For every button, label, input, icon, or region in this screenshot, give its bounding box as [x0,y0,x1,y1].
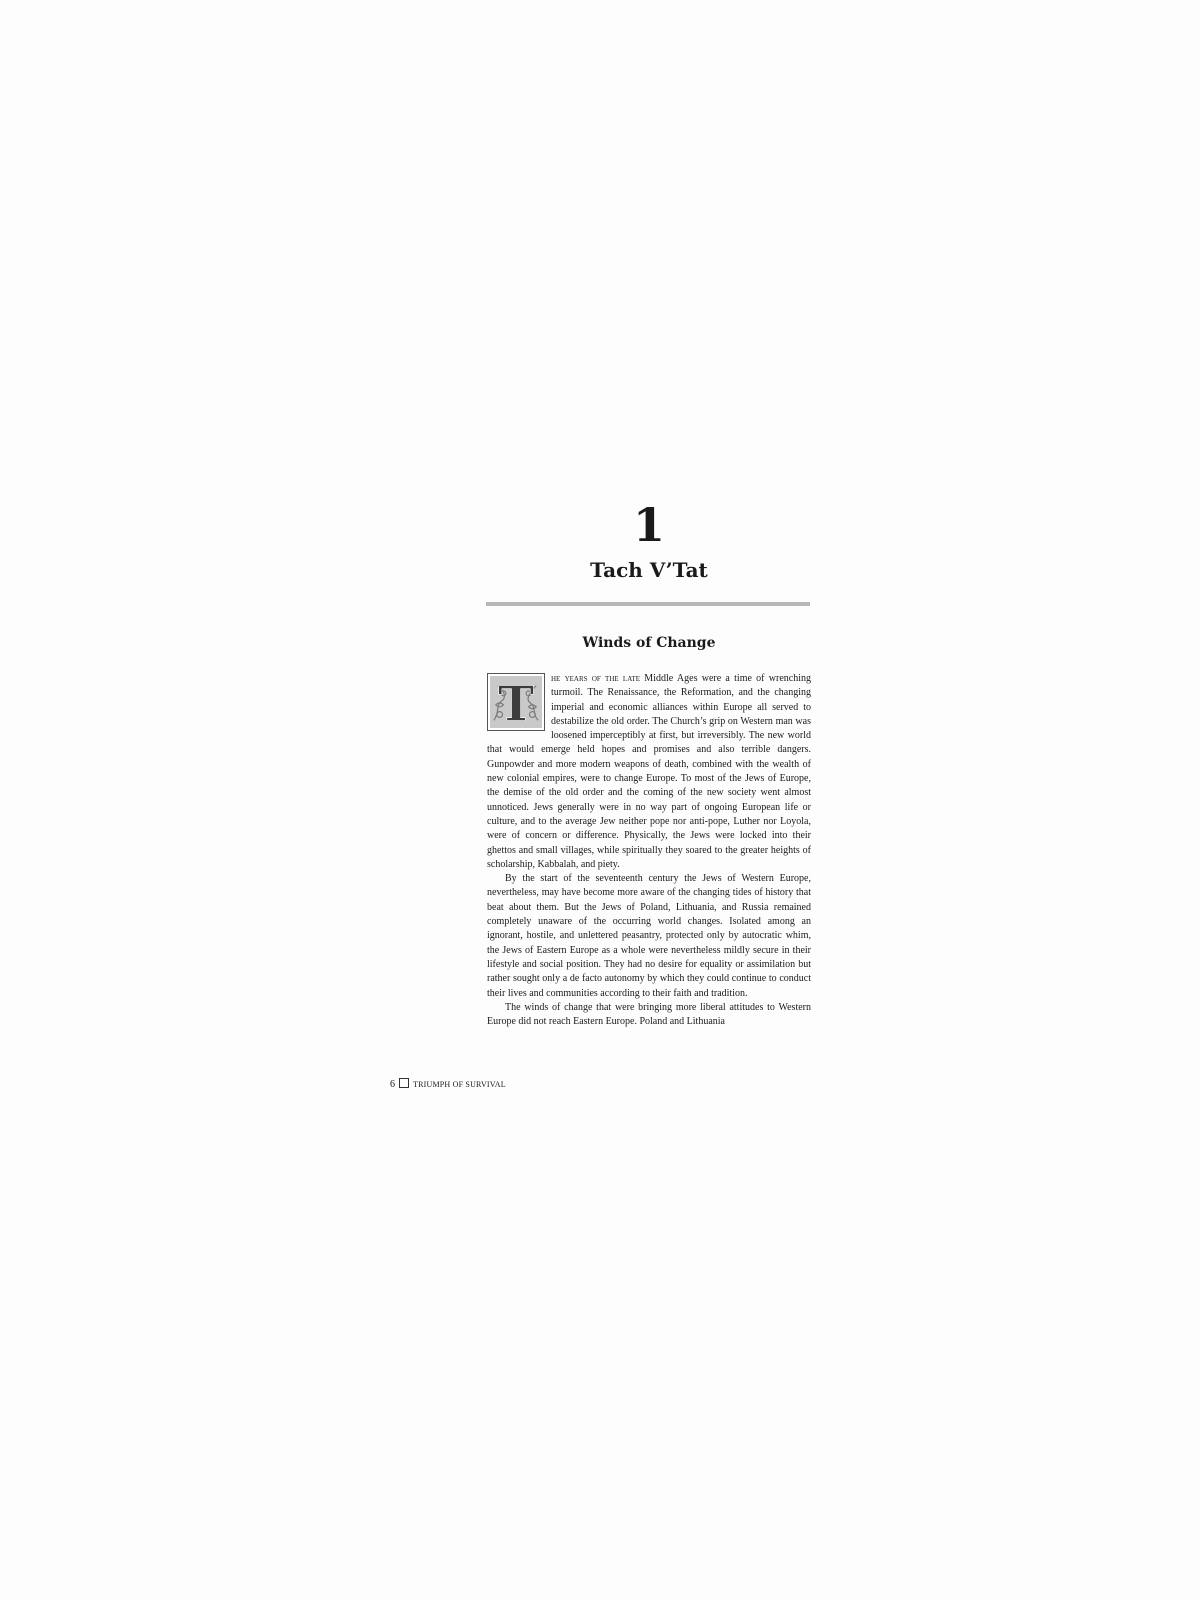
paragraph [487,672,811,872]
opening-smallcaps: he years of the late [551,673,641,684]
section-title: Winds of Change [582,635,716,651]
dropcap-letter: T [498,676,534,728]
running-title: TRIUMPH OF SURVIVAL [413,1080,506,1089]
body-text [487,672,811,1029]
paragraph: The winds of change that were bringing more liberal attitudes to Western Europe did not reach Eastern Europe. Poland and Lithuania [487,1001,811,1028]
paragraph-1-text: Middle Ages were a time of wrenching turmoil. The Renaissance, the Reformation, and the changing imperial and economic alliances within Europe all served to destabilize the old order. The Church’s grip on Western man was loosened imperceptibly at first, but irreversibly. The new world that would emerge held hopes and promises and also terrible dangers. Gunpowder and more modern weapons of death, combined with the wealth of new colonial empires, were to change Europe. To most of the Jews of Europe, the demise of the old order and the coming of the new society went almost unnoticed. Jews generally were in no way part of ongoing European life or culture, and to the average Jew neither pope nor anti-pope, Luther nor Loyola, were of concern or difference. Physically, the Jews were locked into their ghettos and small villages, while spiritually they soared to the greater heights of scholarship, Kabbalah, and piety. [487,673,811,870]
chapter-number: 1 [632,498,665,552]
title-divider [486,602,810,606]
paragraph: By the start of the seventeenth century the Jews of Western Europe, nevertheless, may have become more aware of the changing tides of history that beat about them. But the Jews of Poland, Lithuania, and Russia remained completely unaware of the occurring world changes. Isolated among an ignorant, hostile, and unlettered peasantry, protected only by autocratic whim, the Jews of Eastern Europe as a whole were nevertheless mildly secure in their lifestyle and social position. They had no desire for equality or assimilation but rather sought only a de facto autonomy by which they could continue to conduct their lives and communities according to their faith and tradition. [487,873,811,999]
ornamental-dropcap-icon [487,673,545,731]
page-number: 6 [390,1079,395,1090]
page-footer [390,1078,506,1091]
chapter-title: Tach V’Tat [590,558,708,582]
box-separator-icon [399,1078,409,1088]
